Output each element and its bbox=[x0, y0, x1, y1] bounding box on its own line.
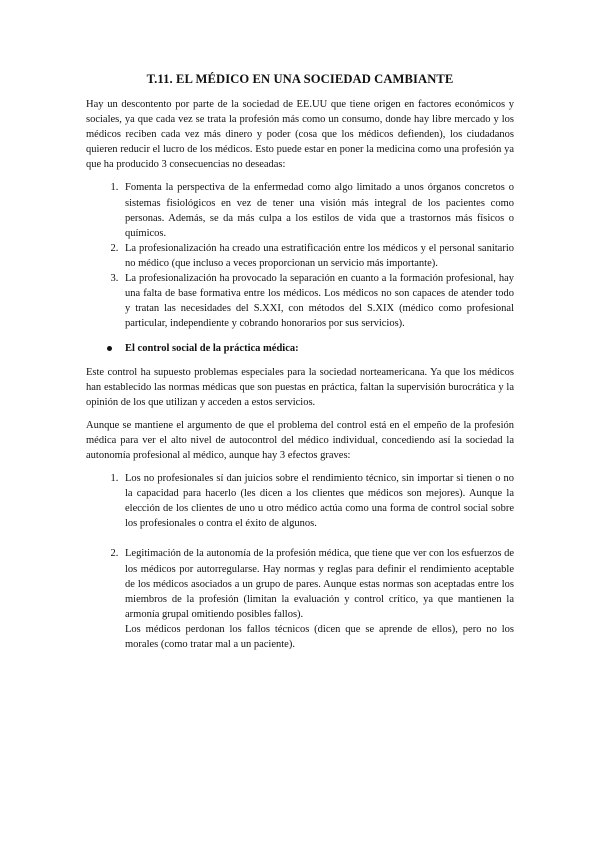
section-paragraph: Aunque se mantiene el argumento de que el problema del control está en el empeño de la profesión médica para ver el alto nivel de autocontrol del médico individual, concediendo así la sociedad la autonomía profesional al médico, aunque hay 3 efectos graves: bbox=[86, 419, 514, 461]
list-item bbox=[121, 546, 514, 652]
section-heading-text: El control social de la práctica médica: bbox=[125, 343, 299, 355]
list-item: 1. Fomenta la perspectiva de la enfermedad como algo limitado a unos órganos concretos o sistemas fisiológicos en vez de tener una visión más integral de los pacientes como personas. Además, se da más culpa a los estilos de vida que a trastornos más físicos o químicos. bbox=[121, 180, 514, 240]
consequences-list bbox=[86, 180, 514, 331]
effects-list bbox=[86, 471, 514, 652]
list-item bbox=[121, 471, 514, 546]
list-item-text: Legitimación de la autonomía de la profesión médica, que tiene que ver con los esfuerzos de los médicos por autorregularse. Hay normas y reglas para definir el rendimiento aceptable de los médicos asociados a un grupo de pares. Aunque estas normas son aceptadas entre los miembros de la profesión (limitan la evaluación y control crítico, ya que mantienen la armonía grupal omitiendo posibles fallos). bbox=[125, 548, 514, 620]
section-paragraph: Este control ha supuesto problemas especiales para la sociedad norteamericana. Ya que los médicos han establecido las normas médicas que son puestas en práctica, faltan la supervisión burocrática y la opinión de los que utilizan y acceden a estos servicios. bbox=[86, 366, 514, 408]
list-item: 2. La profesionalización ha creado una estratificación entre los médicos y el personal sanitario no médico (que incluso a veces proporcionan un servicio más importante). bbox=[121, 241, 514, 271]
section-heading bbox=[86, 341, 514, 356]
list-item-text: Los no profesionales sí dan juicios sobre el rendimiento técnico, sin importar si tienen o no la capacidad para hacerlo (les dicen a los clientes que médicos son mejores). Aunque la elección de los clientes de uno u otro médico actúa como una forma de control social sobre los profesionales o contra el éxito de algunos. bbox=[125, 473, 514, 530]
page-title: T.11. EL MÉDICO EN UNA SOCIEDAD CAMBIANTE bbox=[146, 72, 454, 86]
list-item-note: Los médicos perdonan los fallos técnicos (dicen que se aprende de ellos), pero no los morales (como tratar mal a un paciente). bbox=[125, 623, 514, 650]
intro-paragraph: Hay un descontento por parte de la sociedad de EE.UU que tiene origen en factores económicos y sociales, ya que cada vez se trata la profesión más como un consumo, donde hay libre mercado y los médicos reciben cada vez más dinero y poder (cosa que los médicos defienden), los ciudadanos quieren reducir el lucro de los médicos. Esto puede estar en poner la medicina como una profesión ya que ha producido 3 consecuencias no deseadas: bbox=[86, 99, 514, 171]
list-spacer bbox=[125, 531, 514, 546]
list-item: 3. La profesionalización ha provocado la separación en cuanto a la formación profesional, hay una falta de base formativa entre los médicos. Los médicos no son capaces de atender todo y tratan las necesidades del S.XXI, con métodos del S.XIX (médico como profesional particular, independiente y cobrando honorarios por sus servicios). bbox=[121, 271, 514, 331]
